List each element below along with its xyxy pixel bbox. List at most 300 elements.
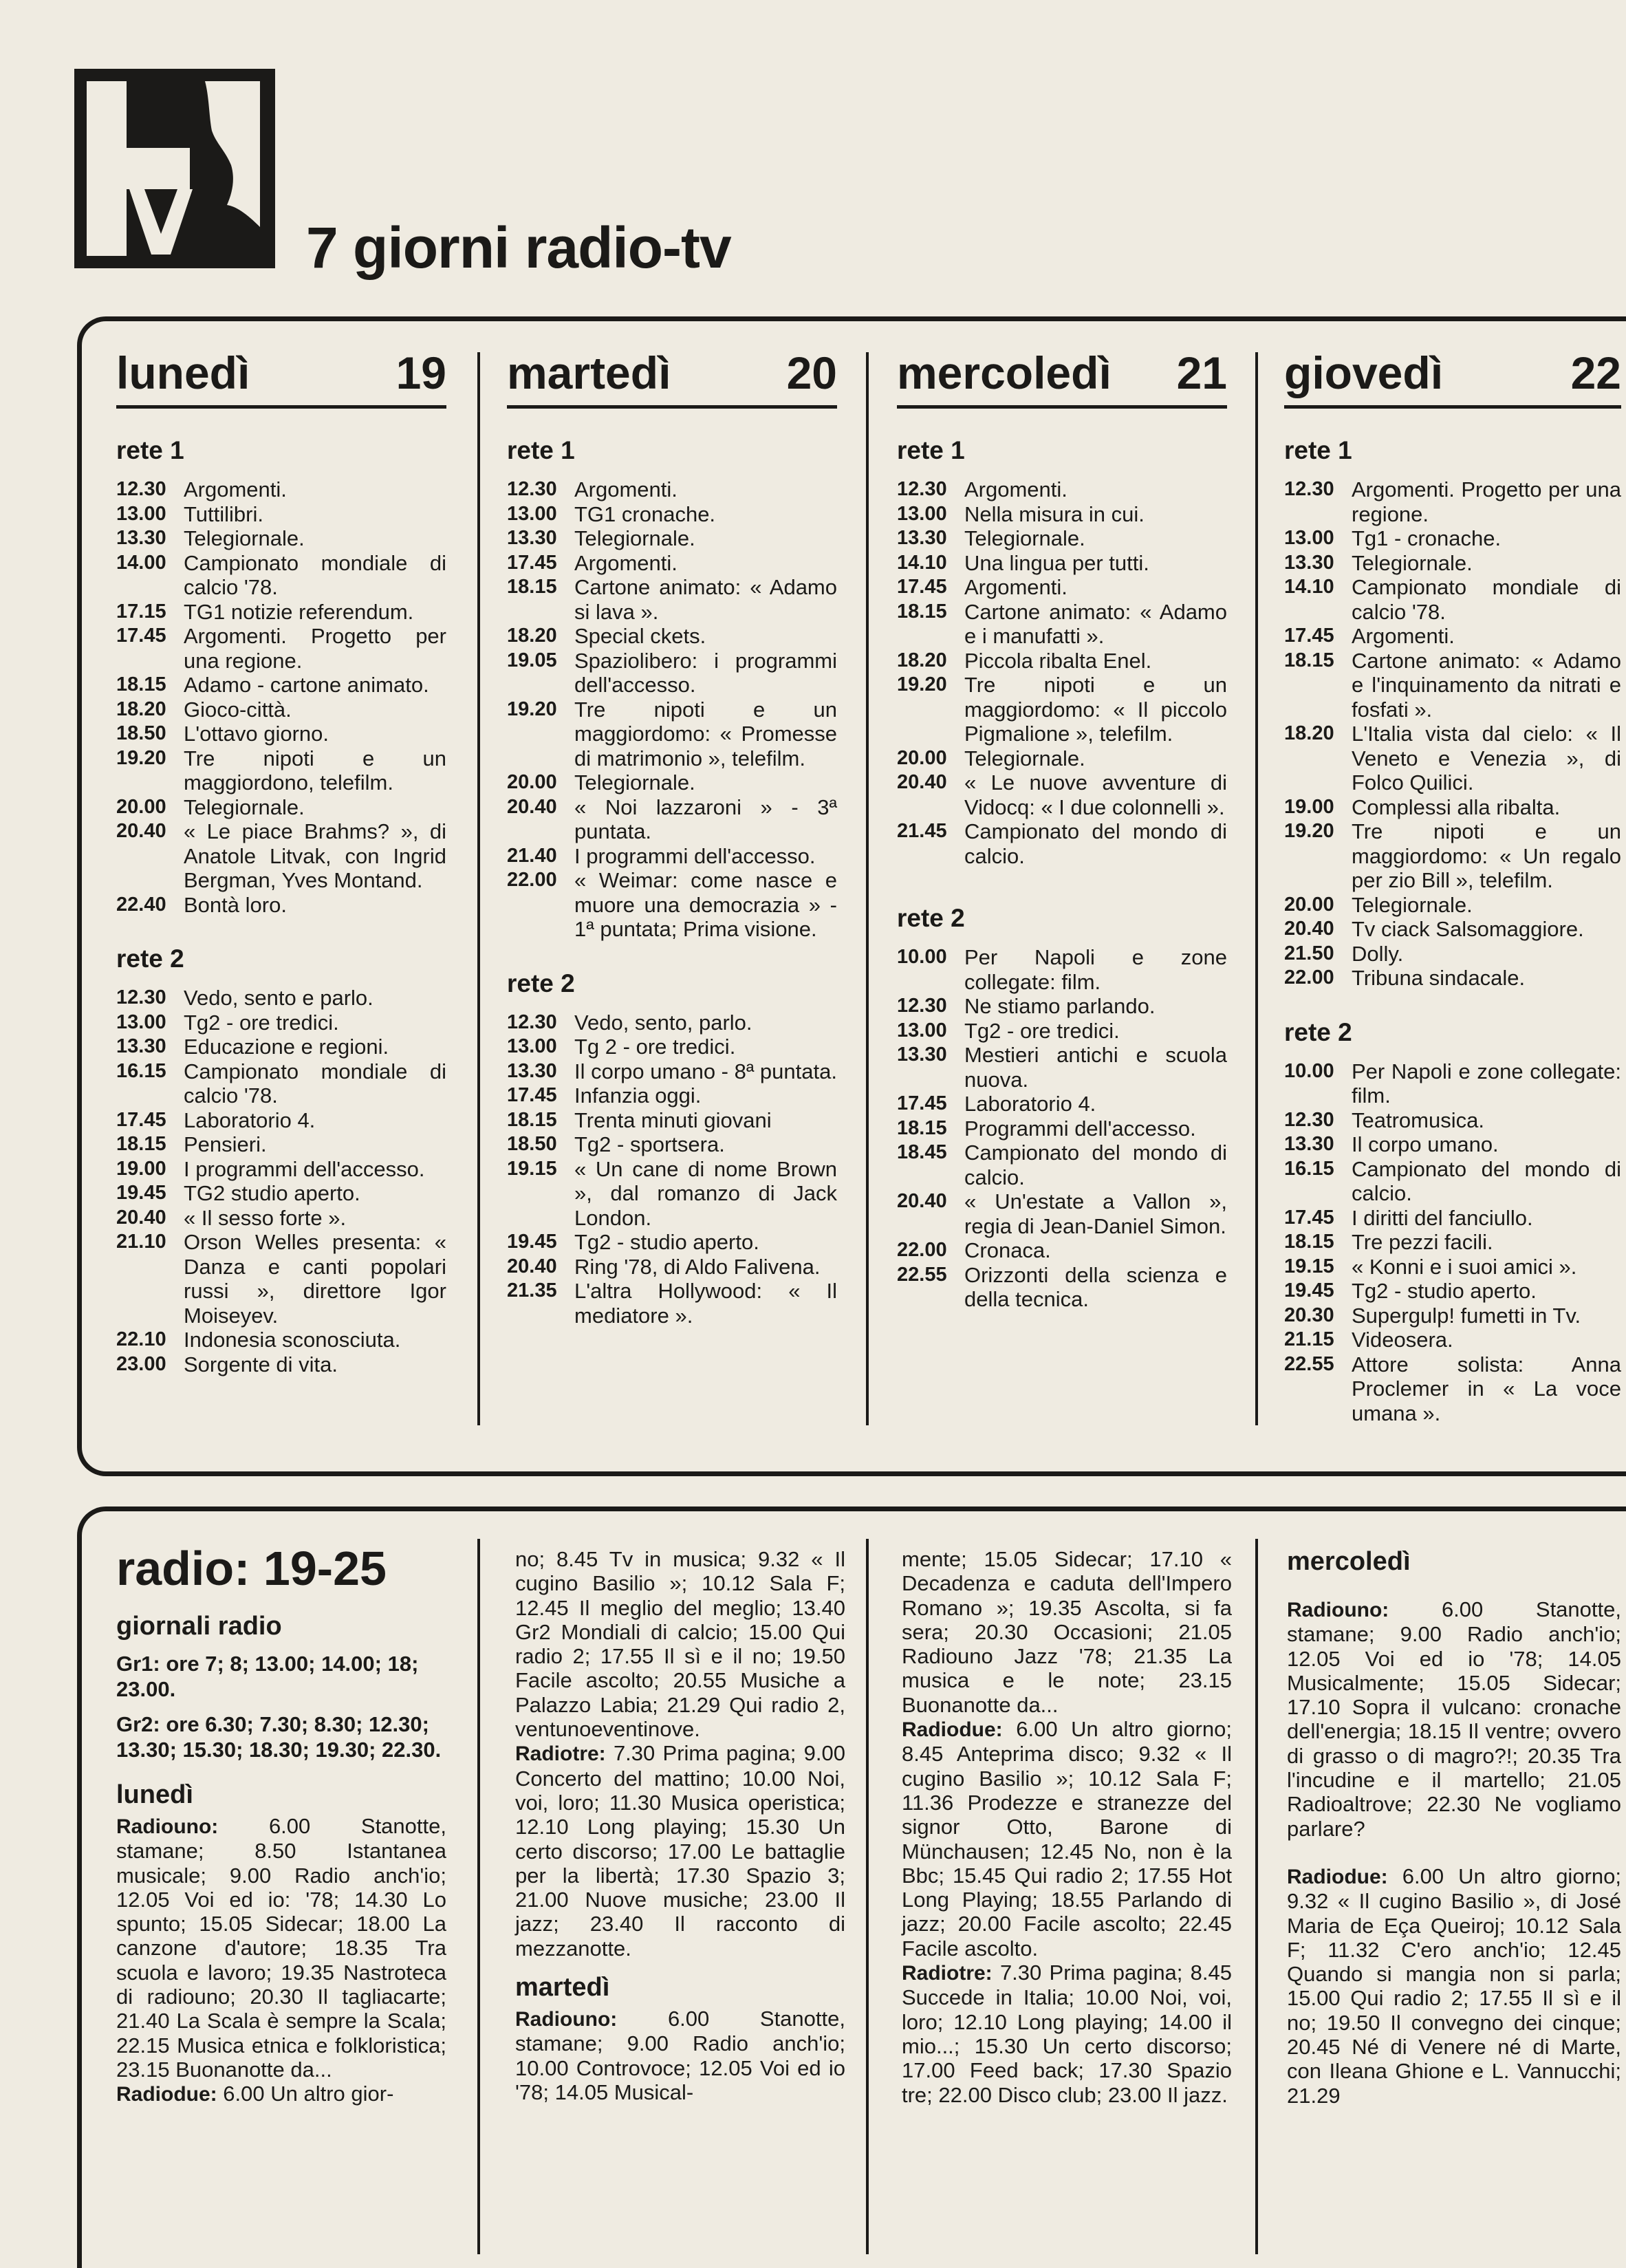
program-title: « Le nuove avventure di Vidocq: « I due colonnelli ». [964, 770, 1227, 819]
program-time: 22.55 [1284, 1352, 1334, 1375]
program-row [116, 673, 446, 698]
program-row [897, 1189, 1227, 1238]
program-title: Sorgente di vita. [184, 1352, 338, 1376]
program-row [1284, 1108, 1621, 1133]
program-title: « Konni e i suoi amici ». [1352, 1254, 1577, 1279]
program-title: Laboratorio 4. [184, 1108, 316, 1132]
radio-lunedi-radiodue-start [116, 2082, 446, 2106]
program-title: Argomenti. Progetto per una regione. [184, 624, 446, 673]
page-title: 7 giorni radio-tv [306, 215, 731, 280]
program-title: Per Napoli e zone collegate: film. [964, 945, 1227, 994]
program-title: Tg2 - studio aperto. [1352, 1279, 1537, 1303]
program-title: Campionato del mondo di calcio. [964, 819, 1227, 868]
program-row [507, 844, 837, 869]
station-label: Radiotre: [515, 1742, 606, 1766]
program-time: 21.40 [507, 844, 557, 867]
news-heading: giornali radio [116, 1612, 282, 1641]
station-listing: 6.00 Stanotte, stamane; 9.00 Radio anch'io; 10.00 Controvoce; 12.05 Voi ed io '78; 14.05 Musical- [515, 2007, 845, 2104]
program-title: Piccola ribalta Enel. [964, 648, 1152, 673]
program-title: Cronaca. [964, 1238, 1051, 1262]
program-row [507, 1255, 837, 1279]
program-row [897, 477, 1227, 502]
program-title: « Weimar: come nasce e muore una democrazia » - 1ª puntata; Prima visione. [574, 868, 837, 941]
network-heading: rete 1 [897, 436, 965, 464]
program-row [507, 1230, 837, 1255]
program-row [1284, 917, 1621, 942]
radio-lunedi-radiotre [515, 1741, 845, 1961]
program-time: 19.00 [116, 1157, 166, 1180]
network-heading: rete 2 [897, 904, 965, 932]
gr2-times: Gr2: ore 6.30; 7.30; 8.30; 12.30; 13.30; 15.30; 18.30; 19.30; 22.30. [116, 1712, 442, 1762]
tv-day-giovedi [1284, 347, 1621, 1425]
gr1-times: Gr1: ore 7; 8; 13.00; 14.00; 18; 23.00. [116, 1652, 419, 1701]
program-row [1284, 649, 1621, 722]
program-time: 20.40 [897, 771, 947, 793]
program-time: 20.40 [116, 820, 166, 842]
program-time: 17.45 [507, 1084, 557, 1106]
program-title: Tg2 - studio aperto. [574, 1230, 759, 1254]
program-title: Tg2 - sportsera. [574, 1132, 725, 1156]
program-title: Cartone animato: « Adamo si lava ». [574, 575, 837, 624]
program-title: TG2 studio aperto. [184, 1181, 360, 1205]
program-title: Tre nipoti e un maggiordomo: « Il piccolo Pigmalione », telefilm. [964, 673, 1227, 746]
program-row [507, 575, 837, 624]
day-header [116, 347, 446, 409]
program-title: Argomenti. [964, 477, 1067, 501]
program-time: 20.40 [897, 1190, 947, 1212]
program-time: 19.20 [507, 698, 557, 720]
program-row [1284, 1255, 1621, 1279]
station-listing: 6.00 Un altro giorno; 9.32 « Il cugino Basilio », di José Maria de Eça Queiroj; 10.12 Sala F; 11.32 C'ero anch'io; 12.45 Quando si mangia non si parla; 15.00 Qui radio 2; 17.55 Il sì e il no; 19.50 Il convegno dei cinque; 20.45 Né di Venere né di Marte, con Ileana Ghione e L. Vannucchi; 21.29 [1287, 1864, 1621, 2108]
program-time: 19.15 [1284, 1255, 1334, 1277]
program-title: Argomenti. [964, 575, 1067, 599]
program-time: 19.00 [1284, 795, 1334, 818]
program-time: 21.15 [1284, 1328, 1334, 1350]
program-time: 13.00 [507, 1035, 557, 1057]
program-row [1284, 893, 1621, 918]
program-row [507, 795, 837, 844]
program-row [116, 722, 446, 746]
tv-day-lunedi [116, 347, 446, 1376]
program-title: « Il sesso forte ». [184, 1205, 347, 1230]
program-row [116, 551, 446, 600]
program-title: Argomenti. [184, 477, 287, 501]
program-row [507, 1157, 837, 1231]
program-title: Tg2 - ore tredici. [964, 1018, 1120, 1043]
program-row [116, 1206, 446, 1231]
program-row [1284, 526, 1621, 551]
program-list [116, 986, 446, 1376]
program-time: 13.00 [897, 1019, 947, 1041]
program-time: 18.15 [897, 1116, 947, 1139]
program-time: 14.10 [897, 551, 947, 574]
program-time: 21.50 [1284, 942, 1334, 964]
program-title: « Un cane di nome Brown », dal romanzo di Jack London. [574, 1156, 837, 1230]
program-time: 19.15 [507, 1157, 557, 1180]
program-title: Telegiornale. [964, 526, 1085, 550]
radio-title: radio: 19-25 [116, 1542, 387, 1595]
program-title: Il corpo umano. [1352, 1132, 1499, 1156]
program-row [116, 819, 446, 893]
program-title: TG1 notizie referendum. [184, 599, 414, 624]
program-time: 16.15 [116, 1059, 166, 1082]
program-time: 12.30 [116, 986, 166, 1008]
station-label: Radiodue: [902, 1718, 1003, 1742]
program-time: 13.00 [897, 502, 947, 525]
program-row [897, 1092, 1227, 1116]
program-time: 10.00 [1284, 1059, 1334, 1082]
radio-day-heading: martedì [515, 1973, 610, 2002]
program-row [1284, 1132, 1621, 1157]
program-title: Tre pezzi facili. [1352, 1230, 1493, 1254]
program-title: Campionato del mondo di calcio. [1352, 1156, 1621, 1205]
day-name: lunedì [116, 347, 250, 398]
program-title: « Un'estate a Vallon », regia di Jean-Daniel Simon. [964, 1189, 1227, 1238]
program-title: Teatromusica. [1352, 1108, 1484, 1132]
program-time: 22.00 [897, 1239, 947, 1261]
program-title: Programmi dell'accesso. [964, 1116, 1196, 1141]
program-row [116, 1352, 446, 1377]
program-title: Tg2 - ore tredici. [184, 1010, 339, 1035]
program-title: Orson Welles presenta: « Danza e canti popolari russi », direttore Igor Moiseyev. [184, 1230, 446, 1328]
day-number: 20 [786, 347, 837, 398]
station-label: Radiouno: [515, 2008, 618, 2031]
program-row [1284, 551, 1621, 576]
program-row [507, 1279, 837, 1328]
program-title: Telegiornale. [1352, 550, 1473, 575]
program-title: Argomenti. [574, 477, 678, 501]
program-time: 14.10 [1284, 576, 1334, 598]
program-row [116, 1059, 446, 1108]
program-row [116, 1108, 446, 1133]
program-row [897, 600, 1227, 649]
program-row [116, 624, 446, 673]
day-number: 19 [395, 347, 446, 398]
program-row [116, 1230, 446, 1328]
program-row [507, 1011, 837, 1035]
program-row [1284, 1230, 1621, 1255]
program-title: Educazione e regioni. [184, 1035, 389, 1059]
program-time: 23.00 [116, 1352, 166, 1375]
program-time: 13.30 [507, 527, 557, 549]
tv-day-martedi [507, 347, 837, 1328]
program-row [507, 770, 837, 795]
program-row [1284, 795, 1621, 820]
program-title: Una lingua per tutti. [964, 550, 1149, 575]
program-title: Tribuna sindacale. [1352, 966, 1526, 990]
program-time: 17.45 [897, 1092, 947, 1114]
program-row [507, 477, 837, 502]
program-row [1284, 1206, 1621, 1231]
program-title: Argomenti. [1352, 624, 1455, 648]
program-time: 20.40 [116, 1206, 166, 1229]
program-title: Campionato mondiale di calcio '78. [184, 550, 446, 599]
network-heading: rete 2 [1284, 1017, 1352, 1046]
program-row [116, 502, 446, 527]
program-row [507, 649, 837, 698]
program-time: 22.55 [897, 1263, 947, 1286]
program-title: Tg1 - cronache. [1352, 526, 1502, 550]
station-label: Radiodue: [1287, 1865, 1388, 1888]
radio-martedi-radiotre [902, 1961, 1232, 2107]
program-row [897, 1043, 1227, 1092]
program-time: 10.00 [897, 946, 947, 968]
station-listing: no; 8.45 Tv in musica; 9.32 « Il cugino Basilio »; 10.12 Sala F; 12.45 Il meglio del meglio; 13.40 Gr2 Mondiali di calcio; 15.00 Qui radio 2; 17.55 Il sì e il no; 19.50 Facile ascolto; 20.55 Musiche a Palazzo Labia; 21.29 Qui radio 2, ventunoeventinove. [515, 1547, 845, 1742]
program-row [1284, 819, 1621, 893]
tv-logo [74, 69, 275, 268]
program-row [897, 1141, 1227, 1189]
program-time: 13.00 [1284, 527, 1334, 549]
program-time: 22.10 [116, 1328, 166, 1350]
station-listing: 6.00 Un altro gior- [223, 2082, 394, 2106]
program-row [1284, 624, 1621, 649]
program-title: Cartone animato: « Adamo e i manufatti ». [964, 599, 1227, 648]
network-heading: rete 2 [507, 969, 575, 997]
radio-lunedi-radiouno [116, 1814, 446, 2082]
program-row [1284, 966, 1621, 991]
program-row [116, 1011, 446, 1035]
program-time: 18.15 [897, 600, 947, 623]
radio-column-3 [902, 1547, 1232, 2107]
program-row [1284, 722, 1621, 795]
program-title: Vedo, sento e parlo. [184, 986, 373, 1010]
program-time: 18.15 [116, 1133, 166, 1155]
radio-mercoledi-radiouno [1287, 1597, 1621, 1841]
program-time: 19.45 [1284, 1279, 1334, 1302]
station-label: Radiotre: [902, 1962, 993, 1985]
program-title: Cartone animato: « Adamo e l'inquinamento da nitrati e fosfati ». [1352, 648, 1621, 722]
program-title: « Noi lazzaroni » - 3ª puntata. [574, 795, 837, 843]
program-time: 13.00 [507, 502, 557, 525]
program-row [116, 1132, 446, 1157]
program-row [116, 1328, 446, 1352]
program-title: Attore solista: Anna Proclemer in « La voce umana ». [1352, 1352, 1621, 1425]
program-row [1284, 1059, 1621, 1108]
program-row [897, 502, 1227, 527]
program-time: 18.50 [507, 1133, 557, 1155]
program-title: Ring '78, di Aldo Falivena. [574, 1254, 821, 1279]
program-row [507, 1059, 837, 1084]
program-row [897, 649, 1227, 673]
program-row [897, 746, 1227, 771]
program-title: Infanzia oggi. [574, 1083, 702, 1108]
program-time: 20.00 [116, 795, 166, 818]
radio-lunedi-radiodue [515, 1547, 845, 1741]
program-row [897, 1019, 1227, 1044]
station-listing: 7.30 Prima pagina; 8.45 Succede in Italia; 10.00 Noi, voi, loro; 12.10 Long playing; 14.00 il mio...; 15.30 Un certo discorso; 17.00 Feed back; 17.30 Spazio tre; 22.00 Disco club; 23.00 Il jazz. [902, 1961, 1232, 2107]
program-title: Spaziolibero: i programmi dell'accesso. [574, 648, 837, 697]
program-time: 16.15 [1284, 1157, 1334, 1180]
program-row [897, 551, 1227, 576]
program-time: 19.45 [507, 1231, 557, 1253]
program-time: 17.45 [507, 551, 557, 574]
tv-day-mercoledi [897, 347, 1227, 1312]
program-row [897, 526, 1227, 551]
program-time: 12.30 [1284, 1108, 1334, 1131]
station-listing: 6.00 Un altro giorno; 8.45 Anteprima disco; 9.32 « Il cugino Basilio »; 10.12 Sala F; 11.36 Prodezze e stranezze del signor Otto, Barone di Münchausen; 12.45 No, non è la Bbc; 15.45 Qui radio 2; 17.55 Hot Long Playing; 18.55 Parlando di jazz; 20.00 Facile ascolto; 22.45 Facile ascolto. [902, 1717, 1232, 1961]
program-title: Argomenti. [574, 550, 678, 575]
program-time: 21.35 [507, 1279, 557, 1302]
program-title: Telegiornale. [1352, 892, 1473, 917]
day-header [897, 347, 1227, 409]
program-title: Campionato del mondo di calcio. [964, 1141, 1227, 1189]
program-row [897, 1238, 1227, 1263]
program-row [507, 551, 837, 576]
station-listing: mente; 15.05 Sidecar; 17.10 « Decadenza e caduta dell'Impero Romano »; 19.35 Ascolta, si fa sera; 20.30 Occasioni; 21.05 Radiouno Jazz '78; 21.35 La musica e le note; 23.15 Buonanotte da... [902, 1547, 1232, 1717]
program-time: 18.20 [507, 625, 557, 647]
program-time: 13.30 [1284, 1133, 1334, 1155]
network-heading: rete 1 [116, 436, 184, 464]
program-row [897, 994, 1227, 1019]
program-time: 13.30 [116, 527, 166, 549]
program-title: Argomenti. Progetto per una regione. [1352, 477, 1621, 526]
program-title: Campionato mondiale di calcio '78. [1352, 575, 1621, 624]
program-time: 20.40 [1284, 918, 1334, 940]
program-time: 21.45 [897, 820, 947, 842]
program-row [116, 526, 446, 551]
program-time: 13.00 [116, 502, 166, 525]
program-time: 17.45 [1284, 1206, 1334, 1229]
program-title: Il corpo umano - 8ª puntata. [574, 1059, 837, 1083]
program-time: 18.15 [116, 673, 166, 695]
program-row [116, 746, 446, 795]
radio-column-1 [116, 1511, 446, 2107]
program-row [897, 945, 1227, 994]
program-time: 18.15 [1284, 1231, 1334, 1253]
program-title: Tre nipoti e un maggiordomo: « Un regalo per zio Bill », telefilm. [1352, 819, 1621, 892]
program-time: 20.00 [507, 771, 557, 793]
program-list [507, 1011, 837, 1328]
station-listing: 7.30 Prima pagina; 9.00 Concerto del mattino; 10.00 Noi, voi, loro; 11.30 Musica operistica; 12.10 Long playing; 15.30 Un certo discorso; 17.00 Le battaglie per la libertà; 17.30 Spazio 3; 21.00 Nuove musiche; 23.00 Il jazz; 23.40 Il racconto di mezzanotte. [515, 1741, 845, 1961]
program-list [897, 945, 1227, 1312]
program-time: 17.15 [116, 600, 166, 623]
program-row [1284, 942, 1621, 966]
program-row [507, 526, 837, 551]
program-title: Mestieri antichi e scuola nuova. [964, 1043, 1227, 1092]
program-title: Telegiornale. [184, 795, 305, 819]
network-heading: rete 1 [507, 436, 575, 464]
program-row [1284, 575, 1621, 624]
program-title: Per Napoli e zone collegate: film. [1352, 1059, 1621, 1108]
program-time: 18.20 [116, 698, 166, 720]
program-title: Nella misura in cui. [964, 501, 1145, 526]
program-title: Special ckets. [574, 624, 706, 648]
program-list [507, 477, 837, 942]
program-title: Telegiornale. [184, 526, 305, 550]
program-row [507, 1035, 837, 1059]
program-time: 17.45 [1284, 625, 1334, 647]
station-label: Radiodue: [116, 2083, 217, 2106]
program-title: Telegiornale. [574, 526, 695, 550]
program-time: 13.30 [1284, 551, 1334, 574]
radio-martedi-radiodue [902, 1717, 1232, 1961]
program-time: 12.30 [897, 478, 947, 500]
radio-day-heading: mercoledì [1287, 1547, 1411, 1576]
program-row [116, 698, 446, 722]
program-title: Adamo - cartone animato. [184, 673, 429, 697]
day-name: mercoledì [897, 347, 1112, 398]
network-heading: rete 1 [1284, 436, 1352, 464]
program-row [897, 673, 1227, 746]
program-row [116, 986, 446, 1011]
program-row [116, 1157, 446, 1182]
program-time: 13.30 [116, 1035, 166, 1057]
program-title: Complessi alla ribalta. [1352, 795, 1561, 819]
program-title: Campionato mondiale di calcio '78. [184, 1059, 446, 1108]
program-row [897, 770, 1227, 819]
program-title: Supergulp! fumetti in Tv. [1352, 1303, 1581, 1328]
program-row [507, 1132, 837, 1157]
program-row [116, 1035, 446, 1059]
program-title: Tuttilibri. [184, 501, 263, 526]
program-time: 19.20 [116, 746, 166, 769]
program-row [507, 698, 837, 771]
program-row [897, 1263, 1227, 1312]
program-title: Tre nipoti e un maggiordomo: « Promesse di matrimonio », telefilm. [574, 697, 837, 770]
radio-column-2 [515, 1547, 845, 2104]
program-row [1284, 1328, 1621, 1352]
program-row [116, 795, 446, 820]
program-row [116, 600, 446, 625]
program-title: Pensieri. [184, 1132, 267, 1156]
station-listing: 6.00 Stanotte, stamane; 8.50 Istantanea musicale; 9.00 Radio anch'io; 12.05 Voi ed io: '78; 14.30 Lo spunto; 15.05 Sidecar; 18.00 La canzone d'autore; 18.35 Tra scuola e lavoro; 19.35 Nastroteca di radiouno; 20.30 Il tagliacarte; 21.40 La Scala è sempre la Scala; 22.15 Musica etnica e folkloristica; 23.15 Buonanotte da... [116, 1814, 446, 2082]
program-row [507, 1108, 837, 1133]
program-time: 19.20 [897, 673, 947, 695]
program-title: Vedo, sento, parlo. [574, 1010, 752, 1035]
program-title: Telegiornale. [574, 770, 695, 795]
program-time: 18.20 [1284, 722, 1334, 744]
tv-schedule-panel [77, 316, 1626, 1476]
program-list [116, 477, 446, 917]
program-time: 17.45 [116, 625, 166, 647]
day-number: 21 [1176, 347, 1227, 398]
program-title: L'Italia vista dal cielo: « Il Veneto e Venezia », di Folco Quilici. [1352, 722, 1621, 795]
program-row [897, 575, 1227, 600]
radio-mercoledi-radiodue [1287, 1864, 1621, 2108]
program-list [897, 477, 1227, 868]
program-title: I diritti del fanciullo. [1352, 1205, 1533, 1230]
program-time: 18.15 [1284, 649, 1334, 671]
program-time: 21.10 [116, 1231, 166, 1253]
program-title: L'ottavo giorno. [184, 722, 329, 746]
program-row [1284, 477, 1621, 526]
program-row [897, 1116, 1227, 1141]
program-title: TG1 cronache. [574, 501, 716, 526]
program-title: I programmi dell'accesso. [574, 843, 816, 868]
logo-text: tv [116, 246, 121, 253]
program-row [507, 868, 837, 942]
station-listing: 6.00 Stanotte, stamane; 9.00 Radio anch'io; 12.05 Voi ed io '78; 14.05 Musicalmente; 15.05 Sidecar; 17.10 Sopra il vulcano: cronache dell'energia; 18.15 Il ventre; ovvero di grasso o di magro?!; 20.35 Tra l'incudine e il martello; 21.05 Radioaltrove; 22.30 Ne vogliamo parlare? [1287, 1597, 1621, 1841]
program-title: « Le piace Brahms? », di Anatole Litvak, con Ingrid Bergman, Yves Montand. [184, 819, 446, 892]
program-time: 13.30 [507, 1059, 557, 1082]
program-time: 12.30 [1284, 478, 1334, 500]
program-time: 18.20 [897, 649, 947, 671]
program-time: 13.30 [897, 527, 947, 549]
program-row [897, 819, 1227, 868]
program-title: Tre nipoti e un maggiordono, telefilm. [184, 746, 446, 795]
program-time: 19.05 [507, 649, 557, 671]
program-row [507, 624, 837, 649]
program-time: 22.00 [1284, 966, 1334, 989]
program-row [116, 477, 446, 502]
program-time: 18.15 [507, 576, 557, 598]
network-heading: rete 2 [116, 944, 184, 973]
program-row [507, 1083, 837, 1108]
program-title: I programmi dell'accesso. [184, 1156, 425, 1181]
program-time: 20.40 [507, 795, 557, 818]
day-name: martedì [507, 347, 671, 398]
program-title: Telegiornale. [964, 746, 1085, 770]
